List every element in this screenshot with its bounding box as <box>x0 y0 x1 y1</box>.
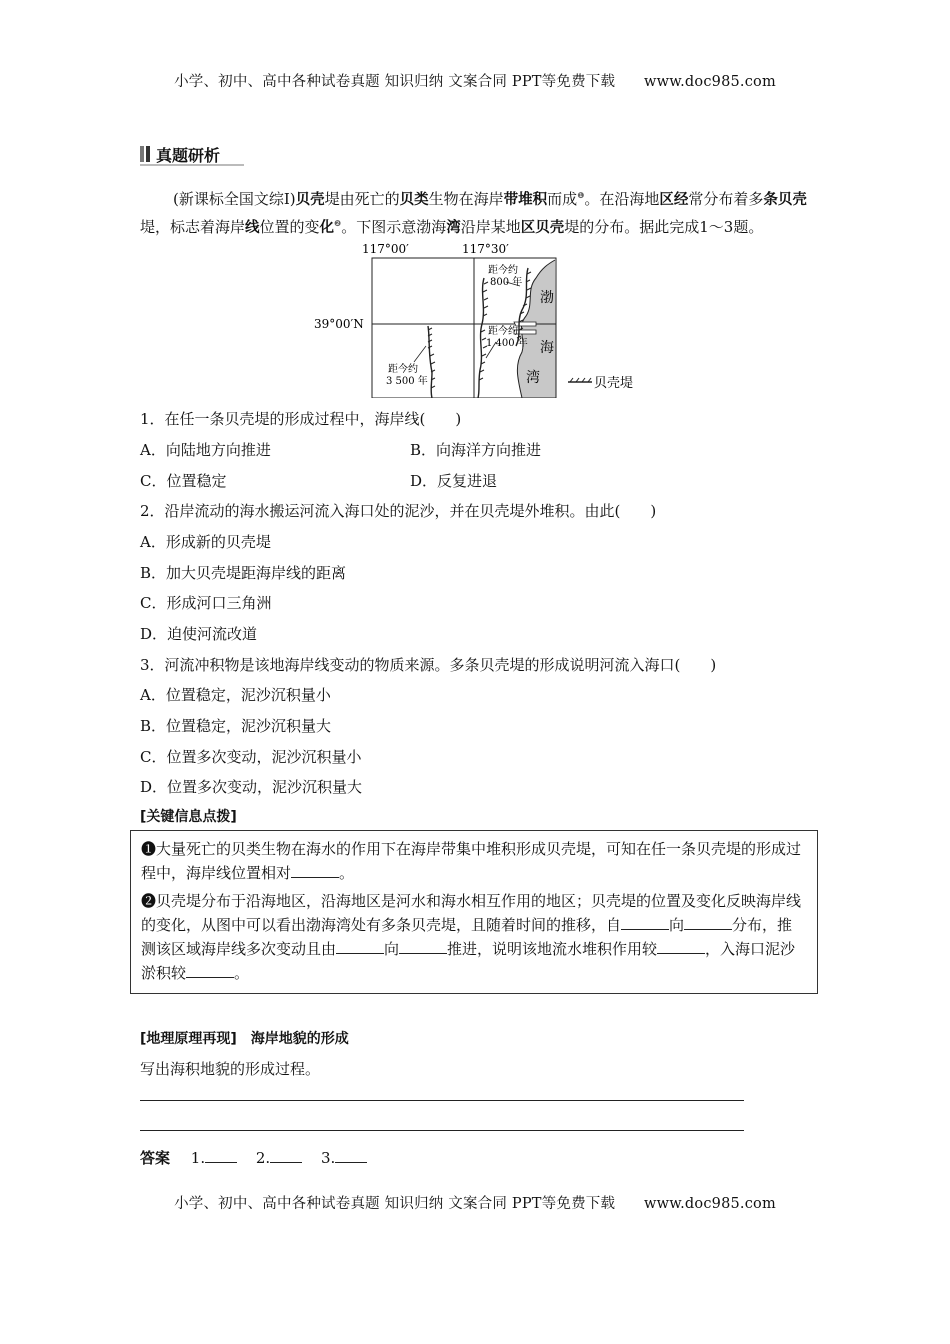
header-url[interactable]: www.doc985.com <box>643 74 776 90</box>
q3-option-a[interactable]: A．位置稳定，泥沙沉积量小 <box>140 686 331 704</box>
answer-blank[interactable] <box>270 1146 302 1163</box>
intro-em: 条贝壳 <box>763 192 807 208</box>
title-marker-icon <box>140 146 150 162</box>
title-underline <box>140 164 244 166</box>
question-1-options-row1 <box>140 439 680 460</box>
sea-label-2: 海 <box>540 340 554 356</box>
age-800-line1: 距今约 <box>488 265 518 276</box>
key-info-box <box>130 830 818 994</box>
question-1-options-row2 <box>140 470 680 491</box>
q2-option-a[interactable]: A．形成新的贝壳堤 <box>140 533 271 551</box>
lon-label-2: 117°30′ <box>462 242 509 256</box>
answer-blank[interactable] <box>684 913 732 930</box>
q2-option-c[interactable]: C．形成河口三角洲 <box>140 594 272 612</box>
footer-url[interactable]: www.doc985.com <box>643 1196 776 1212</box>
shell-ridge-map <box>300 238 660 398</box>
answer-blank[interactable] <box>186 961 234 978</box>
age-1400-line2: 1 400 年 <box>486 338 528 349</box>
question-1 <box>140 408 461 429</box>
age-1400-line1: 距今约 <box>488 326 518 337</box>
geo-prompt: 写出海积地貌的形成过程。 <box>140 1060 321 1078</box>
intro-text: 。下图示意渤海 <box>341 218 447 236</box>
intro-text: 生物在海岸 <box>428 190 504 208</box>
intro-text: 堤的分布。据此完成1～3题。 <box>564 218 764 236</box>
intro-em: 线 <box>245 220 260 236</box>
answers-label: 答案 <box>140 1149 171 1167</box>
key-text: 贝壳堤分布于沿海地区，沿海地区是河水和海水相互作用的地区；贝壳堤的位置及变化反映海岸线的变化，从图中可以看出渤海湾处有多条贝壳堤，且随着时间的推移，自 <box>141 892 802 934</box>
q1-option-b[interactable]: B．向海洋方向推进 <box>410 441 542 459</box>
footnote-marker-2: ❷ <box>334 219 342 228</box>
answer-blank[interactable] <box>291 861 339 878</box>
key-text: 向 <box>384 940 400 958</box>
answer-blank[interactable] <box>657 937 705 954</box>
answer-item-2 <box>256 1149 302 1167</box>
question-2-stem: 2．沿岸流动的海水搬运河流入海口处的泥沙，并在贝壳堤外堆积。由此( ) <box>140 502 657 520</box>
q1-option-d[interactable]: D．反复进退 <box>410 472 498 490</box>
q3-option-c[interactable]: C．位置多次变动，泥沙沉积量小 <box>140 748 362 766</box>
answers-row <box>140 1146 381 1168</box>
key-text: ，入海口泥沙淤积较 <box>141 940 796 982</box>
geo-principle-label: [地理原理再现] 海岸地貌的形成 <box>140 1031 349 1047</box>
answer-blank[interactable] <box>336 937 384 954</box>
intro-em: 区经 <box>659 192 689 208</box>
page-header <box>0 70 950 91</box>
age-3500-line1: 距今约 <box>388 364 418 375</box>
key-text: 分布，推测该区域海岸线多次变动且由 <box>141 916 793 958</box>
q2-option-b[interactable]: B．加大贝壳堤距海岸线的距离 <box>140 564 347 582</box>
question-1-stem: 1．在任一条贝壳堤的形成过程中，海岸线( ) <box>140 410 462 428</box>
q3-option-b[interactable]: B．位置稳定，泥沙沉积量大 <box>140 717 332 735</box>
key-text: 向 <box>669 916 685 934</box>
question-3-stem: 3．河流冲积物是该地海岸线变动的物质来源。多条贝壳堤的形成说明河流入海口( ) <box>140 656 717 674</box>
answer-num: 1. <box>190 1149 206 1167</box>
answer-blank[interactable] <box>621 913 669 930</box>
key-text: 大量死亡的贝类生物在海水的作用下在海岸带集中堆积形成贝壳堤，可知在任一条贝壳堤的形成过程中，海岸线位置相对 <box>141 840 802 882</box>
lat-label: 39°00′N <box>314 317 364 331</box>
intro-text: 位置的变 <box>259 218 320 236</box>
key-text: 。 <box>339 864 355 882</box>
key-text: 。 <box>234 964 250 982</box>
section-title <box>140 142 220 166</box>
shell-ridge-3500 <box>428 326 432 398</box>
q1-option-a[interactable]: A．向陆地方向推进 <box>140 441 271 459</box>
sea-label-3: 湾 <box>526 370 540 386</box>
age-3500-line2: 3 500 年 <box>386 376 428 387</box>
intro-em: 化 <box>319 220 335 236</box>
key-info-label: [关键信息点拨] <box>140 809 237 825</box>
intro-em: 带堆积 <box>503 192 548 208</box>
answer-num: 3. <box>320 1149 336 1167</box>
footnote-marker-1: ❶ <box>577 191 585 200</box>
intro-em: 贝壳 <box>295 192 325 208</box>
intro-em: 贝类 <box>399 192 429 208</box>
key-marker-1: ❶ <box>141 840 157 858</box>
leader-3500 <box>414 346 426 362</box>
footer-text: 小学、初中、高中各种试卷真题 知识归纳 文案合同 PPT等免费下载 <box>174 1196 616 1212</box>
answer-blank[interactable] <box>399 937 447 954</box>
sea-label-1: 渤 <box>540 290 554 306</box>
q2-option-d[interactable]: D．迫使河流改道 <box>140 625 258 643</box>
q3-option-d[interactable]: D．位置多次变动，泥沙沉积量大 <box>140 778 363 796</box>
intro-text: 。在沿海地 <box>584 190 660 208</box>
lon-label-1: 117°00′ <box>362 242 409 256</box>
key-text: 推进，说明该地流水堆积作用较 <box>447 940 658 958</box>
intro-text: 常分布着多 <box>688 190 764 208</box>
shell-ridge-1400 <box>478 278 484 398</box>
writing-line-2[interactable] <box>140 1130 744 1131</box>
intro-em: 区贝壳 <box>520 220 565 236</box>
answer-num: 2. <box>255 1149 271 1167</box>
intro-paragraph <box>140 184 812 240</box>
intro-text: 堤由死亡的 <box>324 190 400 208</box>
age-800-line2: 800 年 <box>490 277 523 288</box>
intro-em: 湾 <box>446 220 461 236</box>
answer-blank[interactable] <box>335 1146 367 1163</box>
key-point-1 <box>141 837 807 885</box>
header-text: 小学、初中、高中各种试卷真题 知识归纳 文案合同 PPT等免费下载 <box>174 74 616 90</box>
intro-source: (新课标全国文综Ⅰ) <box>173 190 296 208</box>
intro-text: 堤，标志着海岸 <box>140 218 246 236</box>
q1-option-c[interactable]: C．位置稳定 <box>140 472 227 490</box>
answer-blank[interactable] <box>205 1146 237 1163</box>
answer-item-3 <box>321 1149 367 1167</box>
page-footer <box>0 1192 950 1213</box>
intro-text: 沿岸某地 <box>460 218 521 236</box>
section-title-text: 真题研析 <box>156 145 221 165</box>
legend-label: 贝壳堤 <box>594 376 634 391</box>
key-point-2 <box>141 889 807 985</box>
answer-item-1 <box>191 1149 237 1167</box>
writing-line-1[interactable] <box>140 1100 744 1101</box>
intro-text: 而成 <box>547 190 578 208</box>
key-marker-2: ❷ <box>141 892 157 910</box>
